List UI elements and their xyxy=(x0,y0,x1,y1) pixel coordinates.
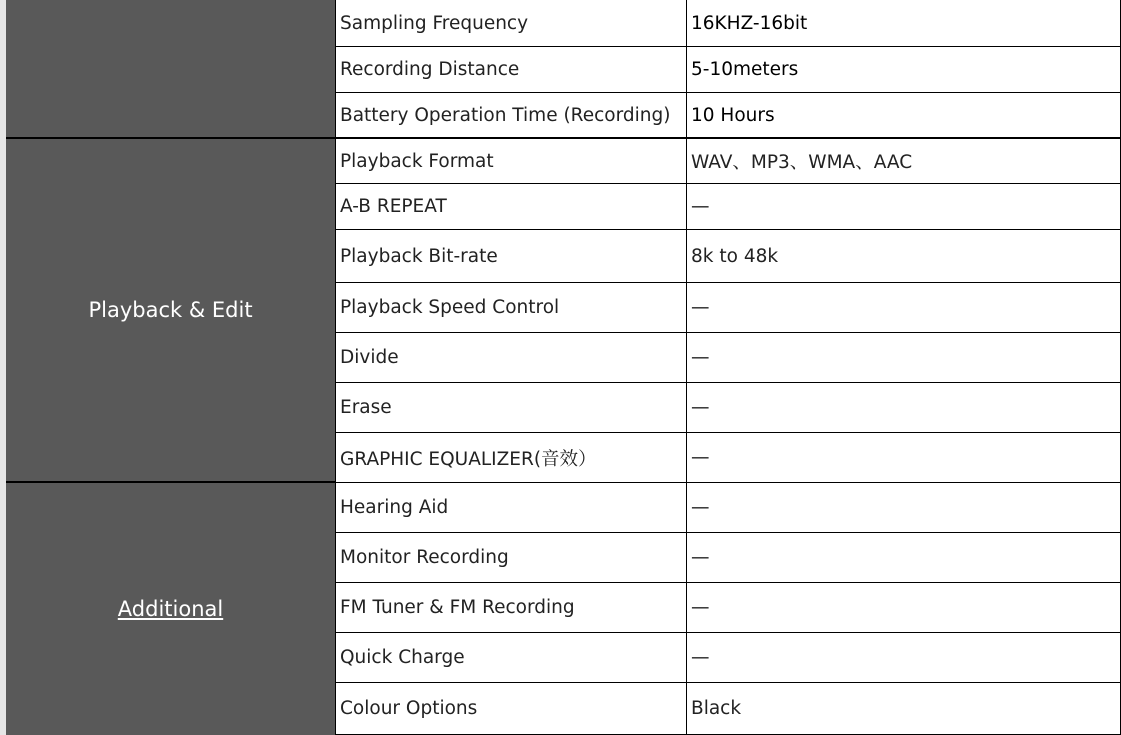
category-cell-playback-edit[interactable] xyxy=(6,139,335,483)
spec-value: — xyxy=(691,497,710,518)
spec-label-cell[interactable] xyxy=(335,139,686,184)
spec-label-cell[interactable] xyxy=(335,283,686,333)
spec-label-cell[interactable] xyxy=(335,333,686,383)
spec-value-cell[interactable] xyxy=(686,283,1121,333)
spec-value: 16KHZ-16bit xyxy=(691,12,808,34)
category-label-additional[interactable]: Additional xyxy=(117,597,224,621)
spec-label-cell[interactable] xyxy=(335,483,686,533)
spec-value: — xyxy=(691,297,710,318)
spec-value-cell[interactable] xyxy=(686,333,1121,383)
spec-label-cell[interactable] xyxy=(335,47,686,93)
spec-label: Divide xyxy=(340,347,399,368)
spec-value-cell[interactable] xyxy=(686,483,1121,533)
spec-value: — xyxy=(691,196,710,217)
spec-label: GRAPHIC EQUALIZER(音效） xyxy=(340,448,597,470)
spec-value: — xyxy=(691,597,710,618)
spec-label: Hearing Aid xyxy=(340,497,449,518)
spec-value: — xyxy=(691,347,710,368)
spec-label: A-B REPEAT xyxy=(340,196,447,217)
spec-label: FM Tuner & FM Recording xyxy=(340,597,575,618)
spec-table xyxy=(6,0,1121,735)
spec-label-cell[interactable] xyxy=(335,383,686,433)
spec-label: Playback Format xyxy=(340,150,494,172)
spec-label: Monitor Recording xyxy=(340,547,509,568)
spec-value-cell[interactable] xyxy=(686,47,1121,93)
spec-label-cell[interactable] xyxy=(335,683,686,735)
spec-value: — xyxy=(691,647,710,668)
spec-label-cell[interactable] xyxy=(335,0,686,47)
spec-label: Battery Operation Time (Recording) xyxy=(340,104,671,126)
spec-value: — xyxy=(691,397,710,418)
spec-value-cell[interactable] xyxy=(686,383,1121,433)
spec-label: Sampling Frequency xyxy=(340,12,529,34)
spec-value: — xyxy=(691,447,710,468)
spec-value-cell[interactable] xyxy=(686,93,1121,139)
category-label-playback-edit: Playback & Edit xyxy=(88,298,253,322)
spec-label-cell[interactable] xyxy=(335,533,686,583)
category-cell-recording[interactable] xyxy=(6,0,335,139)
spec-value-cell[interactable] xyxy=(686,583,1121,633)
spec-value: Black xyxy=(691,698,742,719)
spec-label-cell[interactable] xyxy=(335,583,686,633)
spec-label: Quick Charge xyxy=(340,647,465,668)
spec-value-cell[interactable] xyxy=(686,633,1121,683)
spec-label: Recording Distance xyxy=(340,59,520,80)
spec-label-cell[interactable] xyxy=(335,93,686,139)
spec-value: 10 Hours xyxy=(691,104,775,126)
spec-label-cell[interactable] xyxy=(335,184,686,230)
spec-value: 8k to 48k xyxy=(691,245,779,267)
spec-value: — xyxy=(691,547,710,568)
spec-label: Colour Options xyxy=(340,698,478,719)
spec-label: Playback Speed Control xyxy=(340,297,560,318)
spec-value-cell[interactable] xyxy=(686,0,1121,47)
spec-label: Erase xyxy=(340,397,392,418)
spec-label-cell[interactable] xyxy=(335,433,686,483)
spec-value-cell[interactable] xyxy=(686,533,1121,583)
spec-value-cell[interactable] xyxy=(686,433,1121,483)
spec-value-cell[interactable] xyxy=(686,139,1121,184)
spec-value-cell[interactable] xyxy=(686,230,1121,283)
spec-value-cell[interactable] xyxy=(686,683,1121,735)
spec-value-cell[interactable] xyxy=(686,184,1121,230)
category-cell-additional[interactable] xyxy=(6,483,335,735)
spec-label: Playback Bit-rate xyxy=(340,245,498,267)
spec-label-cell[interactable] xyxy=(335,230,686,283)
spec-value: WAV、MP3、WMA、AAC xyxy=(691,152,913,173)
spec-label-cell[interactable] xyxy=(335,633,686,683)
spec-value: 5-10meters xyxy=(691,59,799,80)
